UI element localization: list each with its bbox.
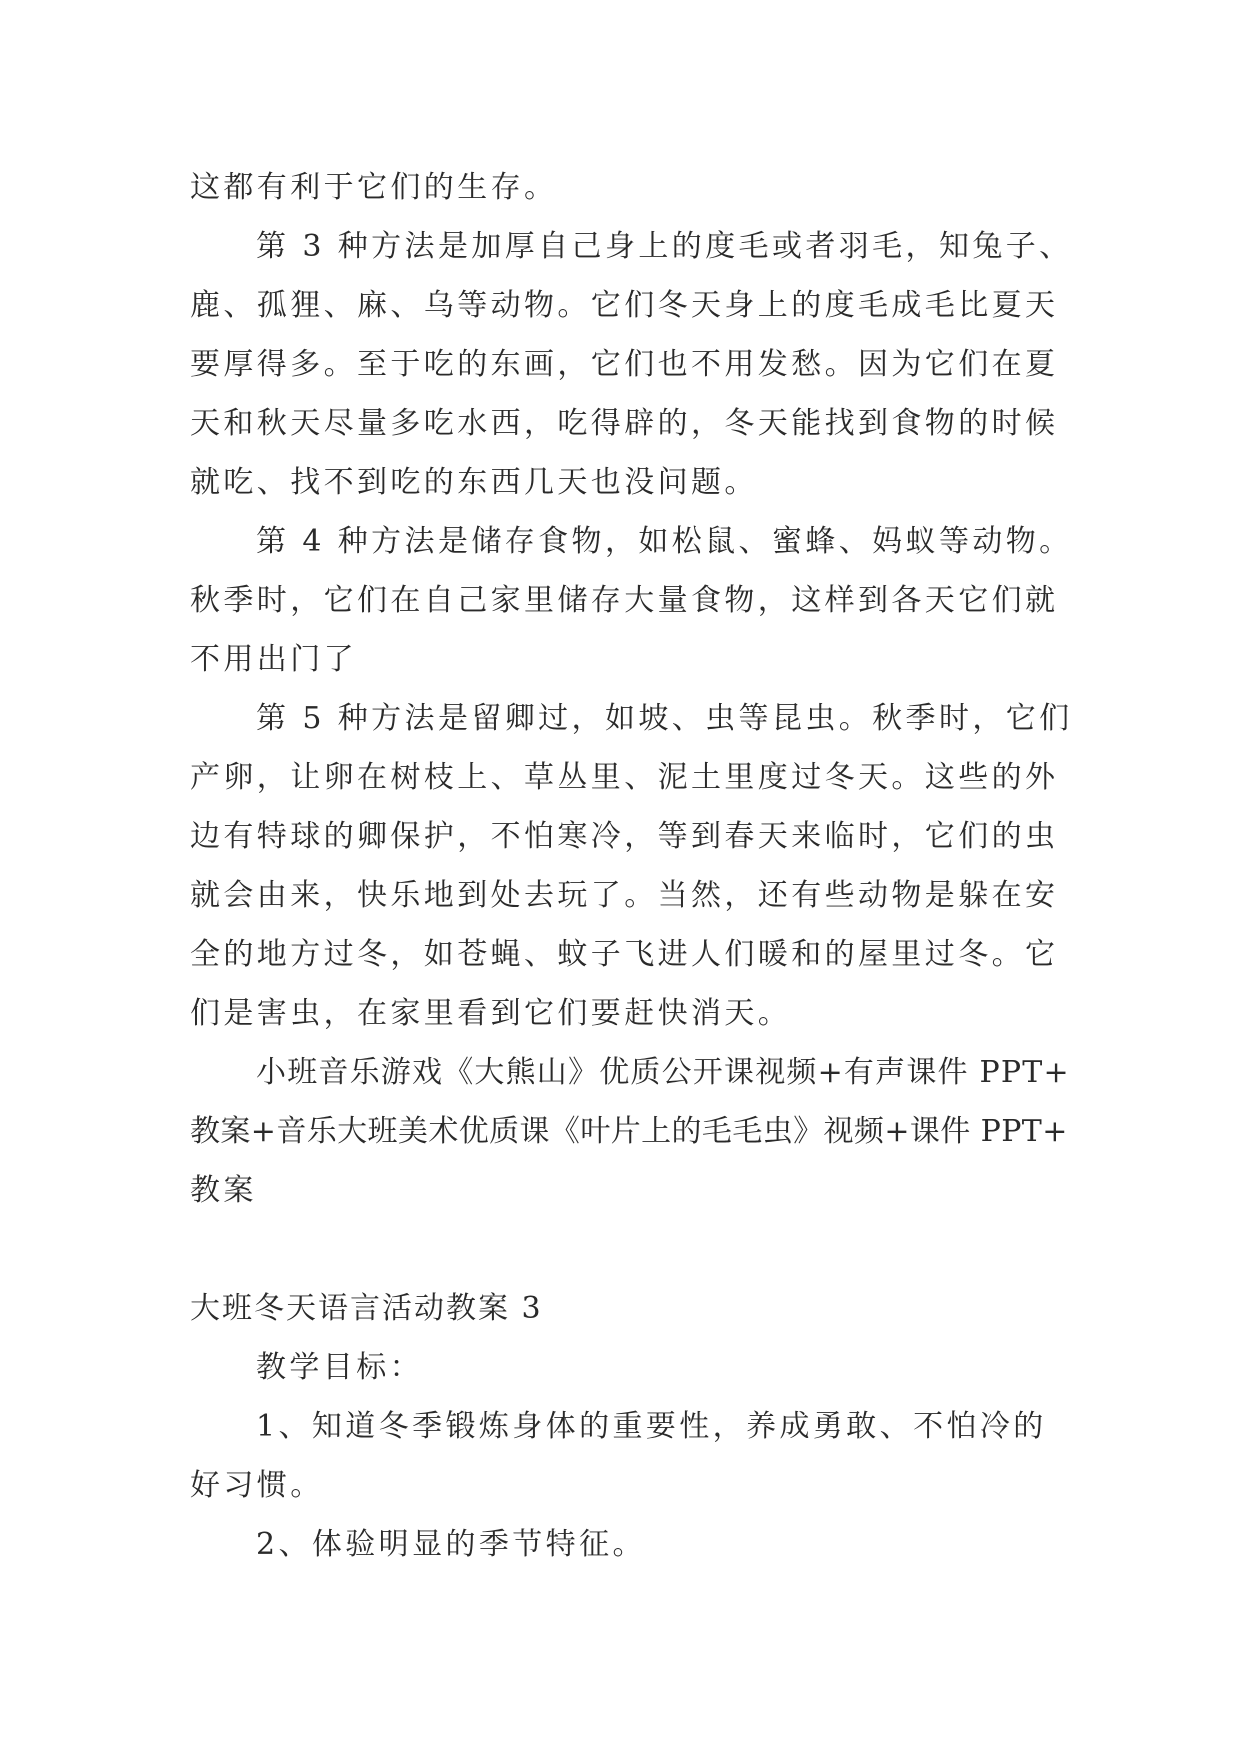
text-line: 边有特球的卿保护，不怕寒冷，等到春天来临时，它们的虫 xyxy=(190,819,1059,854)
section-heading: 大班冬天语言活动教案 3 xyxy=(190,1291,543,1326)
text-line: 天和秋天尽量多吃水西，吃得辟的，冬天能找到食物的时候 xyxy=(190,406,1059,441)
text-line: 教案+音乐大班美术优质课《叶片上的毛毛虫》视频+课件 PPT+ xyxy=(190,1114,1068,1149)
text-line: 秋季时，它们在自己家里储存大量食物，这样到各天它们就 xyxy=(190,583,1059,618)
objective-item-2: 2、体验明显的季节特征。 xyxy=(256,1527,646,1562)
text-line: 好习惯。 xyxy=(190,1468,324,1503)
paragraph-method-3: 第 3 种方法是加厚自己身上的度毛或者羽毛，知兔子、 xyxy=(256,229,1073,264)
text-line: 这都有利于它们的生存。 xyxy=(190,170,558,205)
objectives-label: 教学目标： xyxy=(256,1350,423,1385)
text-line: 教案 xyxy=(190,1173,257,1208)
text-line: 产卵，让卵在树枝上、草丛里、泥土里度过冬天。这些的外 xyxy=(190,760,1059,795)
text-line: 全的地方过冬，如苍蝇、蚊子飞进人们暖和的屋里过冬。它 xyxy=(190,937,1059,972)
text-line: 就吃、找不到吃的东西几天也没问题。 xyxy=(190,465,758,500)
promo-paragraph: 小班音乐游戏《大熊山》优质公开课视频+有声课件 PPT+ xyxy=(256,1055,1070,1090)
paragraph-method-5: 第 5 种方法是留卿过，如坡、虫等昆虫。秋季时，它们 xyxy=(256,701,1073,736)
text-line: 就会由来，快乐地到处去玩了。当然，还有些动物是躲在安 xyxy=(190,878,1059,913)
text-line: 要厚得多。至于吃的东画，它们也不用发愁。因为它们在夏 xyxy=(190,347,1059,382)
document-body xyxy=(190,158,1073,1574)
text-line: 们是害虫，在家里看到它们要赶快消天。 xyxy=(190,996,792,1031)
text-line: 鹿、孤狸、麻、乌等动物。它们冬天身上的度毛成毛比夏天 xyxy=(190,288,1059,323)
section-gap xyxy=(190,1220,1070,1279)
objective-item-1: 1、知道冬季锻炼身体的重要性，养成勇敢、不怕冷的 xyxy=(256,1409,1047,1444)
text-line: 不用出门了 xyxy=(190,642,357,677)
paragraph-method-4: 第 4 种方法是储存食物，如松鼠、蜜蜂、妈蚁等动物。 xyxy=(256,524,1073,559)
